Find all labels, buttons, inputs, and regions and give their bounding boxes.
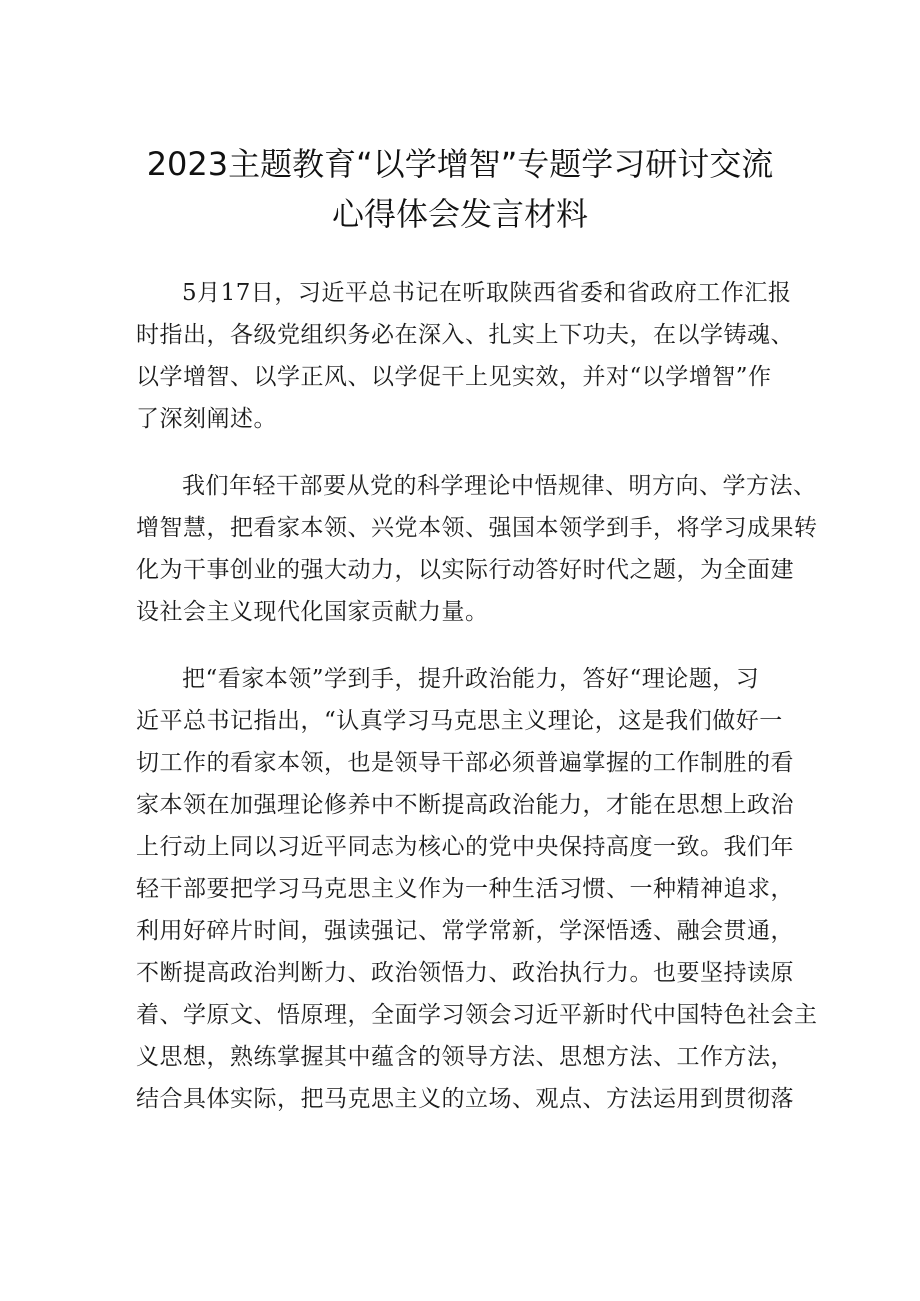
paragraph-line: 化为干事创业的强大动力，以实际行动答好时代之题，为全面建 <box>136 557 794 583</box>
document-title-line-1: 2023主题教育“以学增智”专题学习研讨交流 <box>146 145 774 183</box>
paragraph-line: 家本领在加强理论修养中不断提高政治能力，才能在思想上政治 <box>136 792 794 818</box>
paragraph-line: 以学增智、以学正风、以学促干上见实效，并对“以学增智”作 <box>136 364 772 390</box>
paragraph-line: 切工作的看家本领，也是领导干部必须普遍掌握的工作制胜的看 <box>136 750 794 776</box>
paragraph-line: 义思想，熟练掌握其中蕴含的领导方法、思想方法、工作方法， <box>136 1044 794 1070</box>
paragraph-line: 增智慧，把看家本领、兴党本领、强国本领学到手，将学习成果转 <box>136 515 818 541</box>
paragraph-line: 把“看家本领”学到手，提升政治能力，答好“理论题，习 <box>182 666 760 692</box>
paragraph-line: 5月17日，习近平总书记在听取陕西省委和省政府工作汇报 <box>182 280 792 306</box>
document-title-line-2: 心得体会发言材料 <box>331 195 588 233</box>
paragraph-line: 了深刻阐述。 <box>136 406 277 432</box>
paragraph-line: 利用好碎片时间，强读强记、常学常新，学深悟透、融会贯通， <box>136 918 794 944</box>
paragraph-1 <box>136 272 796 440</box>
paragraph-line: 设社会主义现代化国家贡献力量。 <box>136 599 489 625</box>
paragraph-line: 上行动上同以习近平同志为核心的党中央保持高度一致。我们年 <box>136 834 794 860</box>
paragraph-line: 近平总书记指出，“认真学习马克思主义理论，这是我们做好一 <box>136 708 783 734</box>
paragraph-line: 不断提高政治判断力、政治领悟力、政治执行力。也要坚持读原 <box>136 960 794 986</box>
paragraph-line: 着、学原文、悟原理，全面学习领会习近平新时代中国特色社会主 <box>136 1002 818 1028</box>
paragraph-line: 时指出，各级党组织务必在深入、扎实上下功夫，在以学铸魂、 <box>136 322 794 348</box>
paragraph-line: 我们年轻干部要从党的科学理论中悟规律、明方向、学方法、 <box>182 473 817 499</box>
paragraph-3 <box>136 658 818 1120</box>
paragraph-line: 轻干部要把学习马克思主义作为一种生活习惯、一种精神追求， <box>136 876 794 902</box>
paragraph-line: 结合具体实际，把马克思主义的立场、观点、方法运用到贯彻落 <box>136 1086 794 1112</box>
paragraph-2 <box>136 465 818 633</box>
